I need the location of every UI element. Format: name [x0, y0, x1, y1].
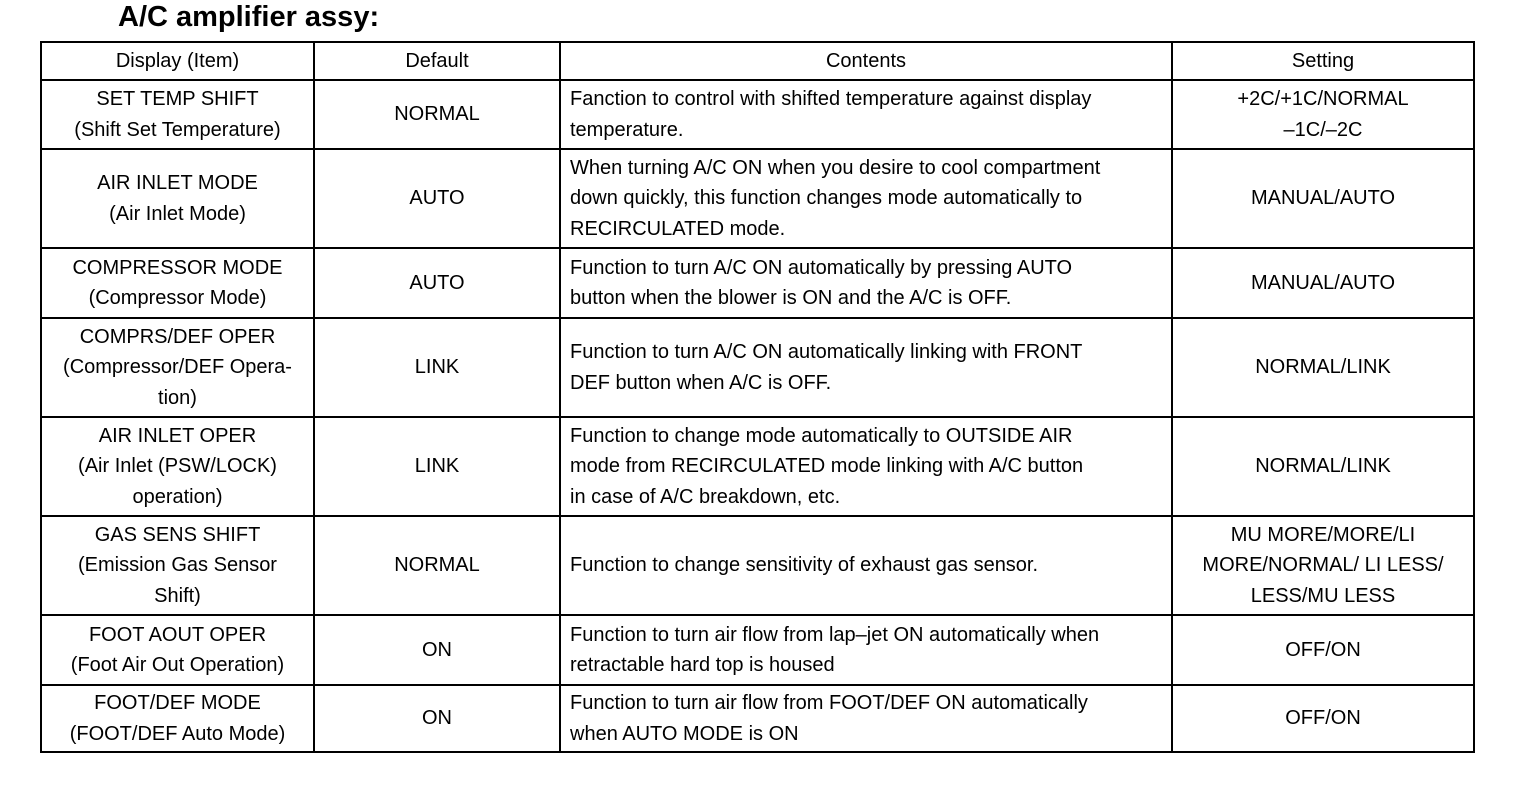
page-title: A/C amplifier assy: — [118, 1, 380, 33]
setting-cell-line: NORMAL/LINK — [1255, 356, 1391, 379]
header-setting: Setting — [1172, 42, 1474, 80]
item-cell-line: FOOT AOUT OPER — [88, 623, 267, 646]
contents-cell-line: in case of A/C breakdown, etc. — [570, 485, 841, 508]
setting-cell — [1172, 318, 1474, 417]
contents-cell — [560, 417, 1172, 516]
item-cell-line: AIR INLET OPER — [98, 424, 257, 447]
contents-cell — [560, 685, 1172, 752]
default-cell: NORMAL — [314, 80, 560, 149]
setting-cell — [1172, 80, 1474, 149]
setting-cell-line: LESS/MU LESS — [1250, 584, 1396, 607]
table-row — [41, 516, 1474, 615]
item-cell — [41, 615, 314, 685]
contents-cell — [560, 615, 1172, 685]
setting-cell-line: OFF/ON — [1285, 707, 1361, 730]
contents-cell — [560, 516, 1172, 615]
settings-table — [40, 41, 1475, 753]
default-cell: AUTO — [314, 149, 560, 248]
contents-cell-line: down quickly, this function changes mode automatically to — [570, 187, 1083, 210]
default-cell: AUTO — [314, 248, 560, 318]
item-cell-line: FOOT/DEF MODE — [94, 692, 261, 714]
item-cell-line: (Emission Gas Sensor — [78, 554, 277, 577]
contents-cell — [560, 248, 1172, 318]
contents-cell-line: Fanction to control with shifted temperature against display — [570, 88, 1092, 110]
setting-cell — [1172, 685, 1474, 752]
setting-cell — [1172, 417, 1474, 516]
item-cell — [41, 248, 314, 318]
table-header-row — [41, 42, 1474, 80]
item-cell — [41, 318, 314, 417]
item-cell-line: SET TEMP SHIFT — [96, 88, 259, 110]
default-cell: LINK — [314, 318, 560, 417]
contents-cell — [560, 80, 1172, 149]
contents-cell-line: Function to change sensitivity of exhaust gas sensor. — [570, 554, 1039, 577]
contents-cell-line: button when the blower is ON and the A/C is OFF. — [570, 287, 1012, 309]
contents-cell — [560, 149, 1172, 248]
setting-cell-line: +2C/+1C/NORMAL — [1237, 88, 1409, 110]
table-row — [41, 318, 1474, 417]
item-cell-line: GAS SENS SHIFT — [94, 523, 261, 546]
item-cell — [41, 149, 314, 248]
item-cell-line: Shift) — [154, 584, 201, 607]
setting-cell-line: MANUAL/AUTO — [1250, 187, 1396, 210]
setting-cell-line: MORE/NORMAL/ LI LESS/ — [1202, 554, 1444, 577]
item-cell-line: (Compressor Mode) — [88, 287, 267, 309]
contents-cell-line: Function to turn A/C ON automatically linking with FRONT — [570, 341, 1083, 363]
contents-cell-line: when AUTO MODE is ON — [570, 722, 799, 745]
table-body — [41, 80, 1474, 752]
item-cell-line: AIR INLET MODE — [97, 172, 258, 194]
setting-cell-line: MANUAL/AUTO — [1250, 271, 1396, 294]
table-row — [41, 80, 1474, 149]
default-cell: LINK — [314, 417, 560, 516]
contents-cell-line: Function to turn air flow from lap–jet ON automatically when — [570, 623, 1100, 646]
item-cell-line: (Air Inlet Mode) — [109, 202, 246, 225]
item-cell-line: (Air Inlet (PSW/LOCK) — [78, 455, 277, 478]
table-row — [41, 685, 1474, 752]
item-cell-line: operation) — [132, 485, 223, 508]
item-cell-line: (Shift Set Temperature) — [74, 118, 281, 141]
contents-cell-line: retractable hard top is housed — [570, 654, 835, 676]
setting-cell — [1172, 248, 1474, 318]
header-contents: Contents — [560, 42, 1172, 80]
header-display: Display (Item) — [41, 42, 314, 80]
contents-cell-line: DEF button when A/C is OFF. — [570, 371, 832, 394]
item-cell-line: (Compressor/DEF Opera- — [63, 356, 292, 379]
contents-cell-line: Function to turn air flow from FOOT/DEF ON automatically — [570, 692, 1088, 714]
default-cell: ON — [314, 685, 560, 752]
setting-cell-line: OFF/ON — [1285, 638, 1361, 661]
setting-cell — [1172, 516, 1474, 615]
table-row — [41, 248, 1474, 318]
contents-cell — [560, 318, 1172, 417]
contents-cell-line: temperature. — [570, 118, 684, 141]
item-cell — [41, 516, 314, 615]
setting-cell-line: –1C/–2C — [1283, 118, 1363, 141]
setting-cell-line: NORMAL/LINK — [1255, 455, 1391, 478]
setting-cell — [1172, 149, 1474, 248]
contents-cell-line: Function to turn A/C ON automatically by pressing AUTO — [570, 256, 1073, 279]
default-cell: NORMAL — [314, 516, 560, 615]
contents-cell-line: Function to change mode automatically to OUTSIDE AIR — [570, 424, 1073, 447]
contents-cell-line: When turning A/C ON when you desire to cool compartment — [570, 156, 1101, 179]
item-cell-line: tion) — [158, 386, 197, 409]
item-cell — [41, 80, 314, 149]
header-default: Default — [314, 42, 560, 80]
table-row — [41, 615, 1474, 685]
item-cell — [41, 417, 314, 516]
item-cell-line: (FOOT/DEF Auto Mode) — [69, 722, 286, 745]
setting-cell — [1172, 615, 1474, 685]
item-cell-line: COMPRS/DEF OPER — [79, 325, 276, 348]
item-cell — [41, 685, 314, 752]
table-row — [41, 149, 1474, 248]
item-cell-line: (Foot Air Out Operation) — [70, 654, 285, 676]
contents-cell-line: mode from RECIRCULATED mode linking with A/C button — [570, 455, 1084, 478]
item-cell-line: COMPRESSOR MODE — [72, 256, 283, 279]
default-cell: ON — [314, 615, 560, 685]
table-row — [41, 417, 1474, 516]
setting-cell-line: MU MORE/MORE/LI — [1230, 523, 1416, 546]
contents-cell-line: RECIRCULATED mode. — [570, 217, 786, 240]
